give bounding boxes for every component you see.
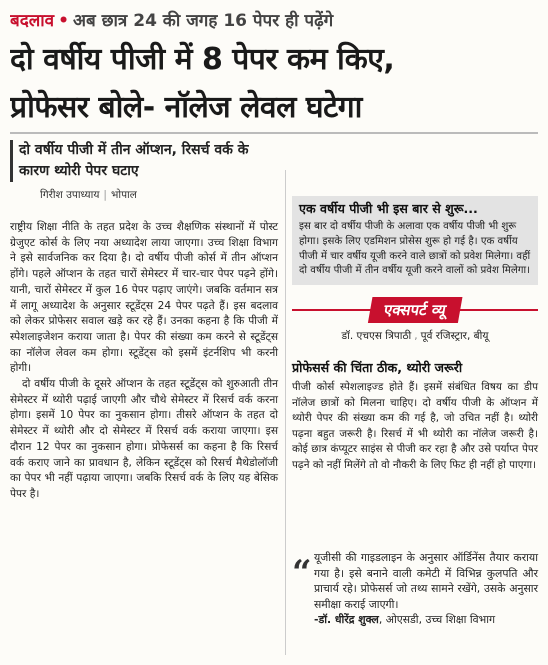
byline-separator: |: [103, 189, 107, 201]
dateline-city: भोपाल: [110, 189, 137, 201]
article-subhead: दो वर्षीय पीजी में तीन ऑप्शन, रिसर्च वर्क के कारण थ्योरी पेपर घटाए: [10, 140, 278, 182]
headline-line-2: प्रोफेसर बोले- नॉलेज लेवल घटेगा: [10, 90, 362, 125]
right-column: [292, 196, 538, 473]
sidebar-box: [292, 196, 538, 285]
expert-view-header: [292, 297, 538, 323]
quote-attribution: -डॉ. धीरेंद्र शुक्ल, ओएसडी, उच्च शिक्षा विभाग: [314, 613, 496, 626]
headline-divider: [10, 132, 538, 134]
bullet-dot-icon: •: [58, 11, 69, 31]
author-name: गिरीश उपाध्याय: [40, 189, 100, 201]
headline-line-1: दो वर्षीय पीजी में 8 पेपर कम किए,: [10, 42, 395, 77]
sidebar-title: एक वर्षीय पीजी भी इस बार से शुरू...: [299, 201, 478, 216]
quote-mark-icon: “: [292, 553, 312, 593]
quote-body: यूजीसी की गाइडलाइन के अनुसार ऑर्डिनेंस तैयार कराया गया है। इसे बनाने वाली कमेटी में विभिन्न कुलपति और प्राचार्य रहे। प्रोफेसर्स जो तथ्य सामने रखेंगे, उसके अनुसार समीक्षा कराई जाएगी।: [314, 551, 538, 611]
article-paragraph-2: दो वर्षीय पीजी के दूसरे ऑप्शन के तहत स्टूडेंट्स को शुरुआती तीन सेमेस्टर में थ्योरी पढ़ाई जाएगी और चौथे सेमेस्टर में रिसर्च वर्क करना होगा। इसमें 10 पेपर का नुकसान होगा। तीसरे ऑप्शन के तहत दो सेमेस्टर में थ्योरी और दो सेमेस्टर में रिसर्च वर्क कराया जाएगा। इस दौरान 12 पेपर का नुकसान होगा। प्रोफेसर्स का कहना है कि रिसर्च वर्क कराए जाने का प्रावधान है, लेकिन स्टूडेंट्स को रिसर्च मैथेडोलॉजी का पेपर भी नहीं पढ़ाया जाएगा। जबकि रिसर्च वर्क के लिए यह बेसिक पेपर है।: [10, 378, 278, 500]
expert-view-banner: एक्सपर्ट व्यू: [368, 297, 462, 323]
kicker: [10, 8, 540, 36]
expert-credit: [292, 329, 538, 343]
article-paragraph-1: राष्ट्रीय शिक्षा नीति के तहत प्रदेश के उच्च शैक्षणिक संस्थानों में पोस्ट ग्रेजुएट कोर्स के लिए नया अध्यादेश लाया जाएगा। उच्च शिक्षा विभाग ने इसे सार्वजनिक कर दिया है। दो वर्षीय पीजी कोर्स में तीन ऑप्शन होंगे। पहले ऑप्शन के तहत चारों सेमेस्टर में चार-चार पेपर पढ़ने होंगे। यानी, चारों सेमेस्टर में कुल 16 पेपर पढ़ाए जाएंगे। जबकि वर्तमान सत्र में लागू अध्यादेश के अनुसार स्टूडेंट्स 24 पेपर पढ़ते हैं। इस बदलाव को लेकर प्रोफेसर सवाल खड़े कर रहे हैं। उनका कहना है कि पीजी में स्पेशलाइजेशन कराया जाता है। पेपर की संख्या कम करने से स्टूडेंट्स का नॉलेज लेवल कम होगा। स्टूडेंट्स को इसमें इंटर्नशिप भी करनी होगी।: [10, 221, 278, 375]
expert-opinion-body: पीजी कोर्स स्पेशलाइज्ड होते हैं। इसमें संबंधित विषय का डीप नॉलेज छात्रों को मिलना चाहिए। दो वर्षीय पीजी के ऑप्शन में थ्योरी पेपर की संख्या कम की गई है, जो उचित नहीं है। थ्योरी पढ़ना बहुत जरूरी है। रिसर्च में भी थ्योरी का नॉलेज जरूरी है। कोई छात्र कंप्यूटर साइंस से पीजी कर रहा है और उसे पर्याप्त पेपर पढ़ने को नहीं मिलेंगे तो वो नौकरी के लिए फिट ही नहीं हो पाएगा।: [292, 381, 538, 471]
column-divider: [285, 170, 286, 655]
expert-name: डॉ. एचएस त्रिपाठी: [341, 330, 412, 343]
kicker-label: बदलाव: [10, 11, 55, 31]
sidebar-body: इस बार दो वर्षीय पीजी के अलावा एक वर्षीय पीजी भी शुरू होगा। इसके लिए एडमिशन प्रोसेस शुरू हो गई है। एक वर्षीय पीजी में चार वर्षीय यूजी करने वाले छात्रों को प्रवेश मिलेगा। वहीं दो वर्षीय पीजी में तीन वर्षीय यूजी करने वालों को प्रवेश मिलेगा।: [299, 221, 531, 277]
article-body: [10, 220, 278, 503]
article-column: [10, 140, 278, 659]
expert-designation: पूर्व रजिस्ट्रार, बीयू: [420, 330, 489, 343]
byline: [10, 188, 278, 202]
official-quote: [292, 544, 538, 659]
quote-name: -डॉ. धीरेंद्र शुक्ल: [314, 613, 379, 626]
expert-opinion-title: प्रोफेसर्स की चिंता ठीक, थ्योरी जरूरी: [292, 360, 463, 376]
kicker-text: अब छात्र 24 की जगह 16 पेपर ही पढ़ेंगे: [73, 11, 334, 31]
quote-designation: ओएसडी, उच्च शिक्षा विभाग: [385, 613, 496, 626]
expert-separator: ,: [414, 330, 418, 343]
